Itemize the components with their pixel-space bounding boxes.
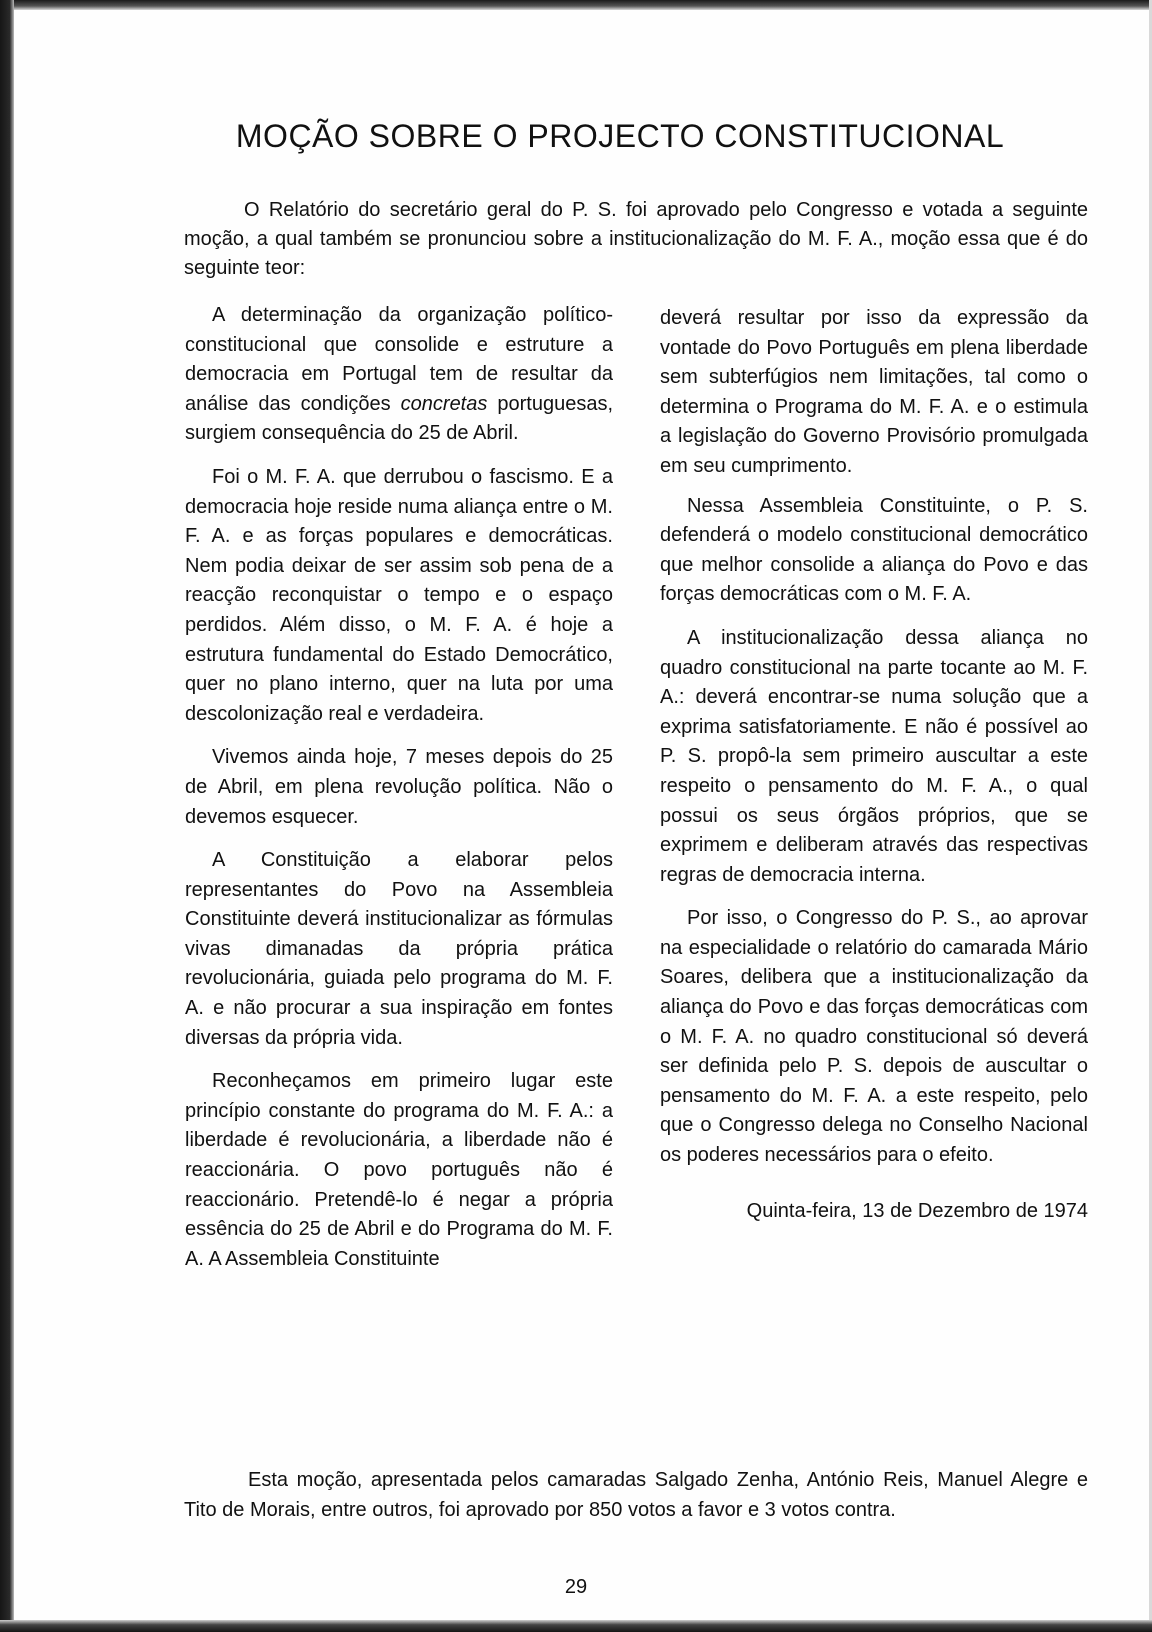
scan-border-bottom bbox=[0, 1620, 1152, 1632]
right-paragraph-4: Por isso, o Congresso do P. S., ao aprovar na especialidade o relatório do camarada Mário Soares, delibera que a institucionalização da aliança do Povo e das forças democráticas com o M. F. A. no quadro constitucional só deverá ser definida pelo P. S. depois de auscultar o pensamento do M. F. A. a este respeito, pelo que o Congresso delega no Conselho Nacional os poderes necessários para o efeito. bbox=[660, 907, 1088, 1167]
left-paragraph-5: Reconheçamos em primeiro lugar este princípio constante do programa do M. F. A.: a liberdade é revolucionária, a liberdade não é reaccionária. O povo português não é reaccionário. Pretendê-lo é negar a própria essência do 25 de Abril e do Programa do M. F. A. A Assembleia Constituinte bbox=[185, 1070, 613, 1270]
right-column bbox=[660, 304, 1088, 1240]
emphasis-concretas: concretas bbox=[400, 392, 488, 415]
left-paragraph-2: Foi o M. F. A. que derrubou o fascismo. E a democracia hoje reside numa aliança entre o M. F. A. e as forças populares e democráticas. Nem podia deixar de ser assim sob pena de a reacção reconquistar o tempo e o espaço perdidos. Além disso, o M. F. A. é hoje a estrutura fundamental do Estado Democrático, quer no plano interno, quer na luta por uma descolonização real e verdadeira. bbox=[185, 465, 613, 725]
left-paragraph-1-start: A determinação da organização político-constitucional que consolide e estruture a democracia em Portugal tem de resultar da análise das condições bbox=[185, 304, 613, 415]
scan-border-left bbox=[0, 0, 14, 1632]
left-column bbox=[185, 301, 613, 1288]
right-paragraph-2: Nessa Assembleia Constituinte, o P. S. defenderá o modelo constitucional democrático que melhor consolide a aliança do Povo e das forças democráticas com o M. F. A. bbox=[660, 494, 1088, 606]
left-paragraph-4: A Constituição a elaborar pelos representantes do Povo na Assembleia Constituinte deverá institucionalizar as fórmulas vivas dimanadas da própria prática revolucionária, guiada pelo programa do M. F. A. e não procurar a sua inspiração em fontes diversas da própria vida. bbox=[185, 849, 613, 1049]
right-paragraph-3: A institucionalização dessa aliança no quadro constitucional na parte tocante ao M. F. A.: deverá encontrar-se numa solução que a exprima satisfatoriamente. E não é possível ao P. S. propô-la sem primeiro auscultar a este respeito o pensamento do M. F. A., o qual possui os seus órgãos próprios, que se exprimem e deliberam através das respectivas regras de democracia interna. bbox=[660, 626, 1088, 886]
right-paragraph-1: deverá resultar por isso da expressão da vontade do Povo Português em plena liberdade sem subterfúgios nem limitações, tal como o determina o Programa do M. F. A. e o estimula a legislação do Governo Provisório promulgada em seu cumprimento. bbox=[660, 307, 1088, 477]
page-number: 29 bbox=[564, 1576, 588, 1598]
left-paragraph-3: Vivemos ainda hoje, 7 meses depois do 25 de Abril, em plena revolução política. Não o devemos esquecer. bbox=[185, 746, 613, 828]
left-paragraph-1 bbox=[185, 301, 613, 449]
footnote-paragraph: Esta moção, apresentada pelos camaradas Salgado Zenha, António Reis, Manuel Alegre e Tito de Morais, entre outros, foi aprovado por 850 votos a favor e 3 votos contra. bbox=[184, 1469, 1088, 1521]
document-title: MOÇÃO SOBRE O PROJECTO CONSTITUCIONAL bbox=[235, 118, 1005, 154]
scan-border-top bbox=[0, 0, 1152, 10]
date-line: Quinta-feira, 13 de Dezembro de 1974 bbox=[746, 1199, 1088, 1222]
intro-paragraph: O Relatório do secretário geral do P. S. foi aprovado pelo Congresso e votada a seguinte moção, a qual também se pronunciou sobre a institucionalização do M. F. A., moção essa que é do seguinte teor: bbox=[184, 199, 1088, 279]
left-paragraph-1-end: portuguesas, surgiem consequência do 25 de Abril. bbox=[185, 392, 613, 445]
